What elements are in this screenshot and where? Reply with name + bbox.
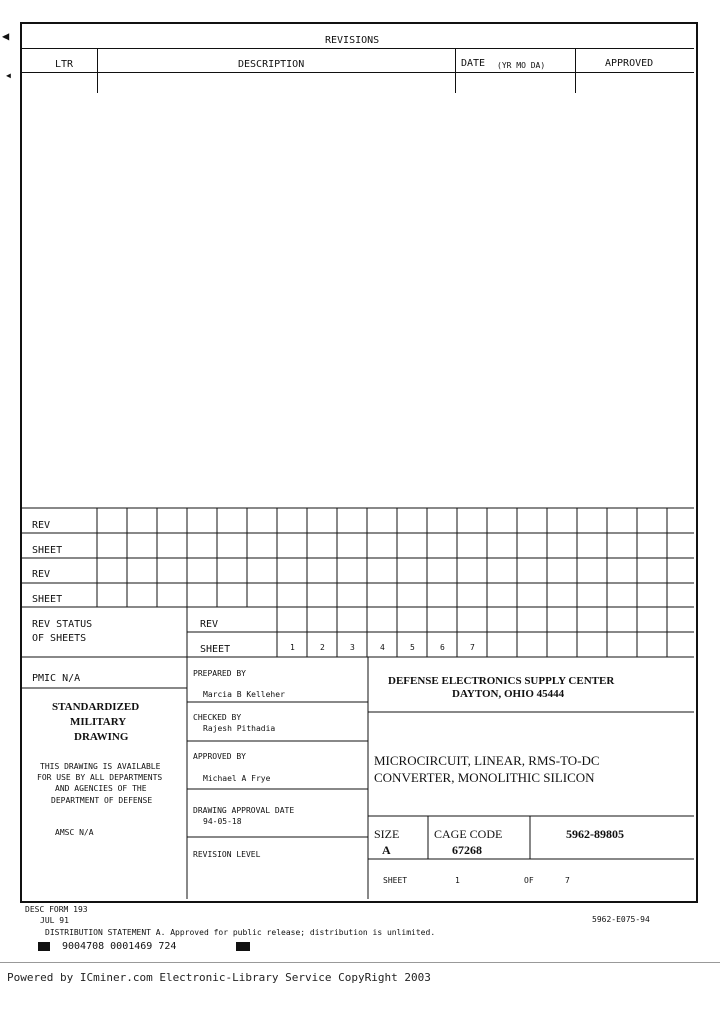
availability-line: DEPARTMENT OF DEFENSE (51, 796, 153, 805)
military-line: MILITARY (70, 716, 127, 728)
drawing-number: 5962-89805 (566, 827, 624, 841)
title-line: CONVERTER, MONOLITHIC SILICON (374, 770, 595, 785)
revisions-title: REVISIONS (325, 35, 380, 46)
distribution-statement: DISTRIBUTION STATEMENT A. Approved for public release; distribution is unlimited. (45, 928, 436, 937)
cage-label: CAGE CODE (434, 827, 503, 841)
drawing-line: DRAWING (74, 731, 129, 743)
size-label: SIZE (374, 827, 400, 841)
revision-level-label: REVISION LEVEL (193, 850, 261, 859)
sheet-number: 4 (380, 643, 385, 652)
sheet-of-value: 7 (565, 876, 570, 885)
col-date-format: (YR MO DA) (497, 61, 546, 70)
grid-row-label: REV (32, 569, 51, 580)
checked-label: CHECKED BY (193, 713, 242, 722)
powered-by: Powered by ICminer.com Electronic-Library Service CopyRight 2003 (7, 971, 431, 984)
sheet-number: 1 (290, 643, 295, 652)
agency-address: DAYTON, OHIO 45444 (452, 688, 565, 700)
rev-status-label: OF SHEETS (32, 633, 87, 644)
barcode-block-icon (236, 942, 250, 951)
prepared-name: Marcia B Kelleher (203, 690, 285, 699)
standardized-line: STANDARDIZED (52, 701, 140, 713)
rev-status-label: REV STATUS (32, 619, 93, 630)
sheet-number: 6 (440, 643, 445, 652)
barcode-text: 9004708 0001469 724 (62, 941, 177, 952)
form-number: DESC FORM 193 (25, 905, 88, 914)
document-code: 5962-E075-94 (592, 915, 650, 924)
sheet-number: 3 (350, 643, 355, 652)
pmic: PMIC N/A (32, 673, 81, 684)
col-description: DESCRIPTION (238, 59, 305, 70)
agency-name: DEFENSE ELECTRONICS SUPPLY CENTER (388, 675, 615, 687)
col-date: DATE (461, 58, 486, 69)
sheet-label: SHEET (383, 876, 408, 885)
sheet-number: 2 (320, 643, 325, 652)
grid-row-label: SHEET (32, 545, 63, 556)
availability-line: AND AGENCIES OF THE (55, 784, 147, 793)
availability-line: FOR USE BY ALL DEPARTMENTS (37, 773, 163, 782)
approved-name: Michael A Frye (203, 774, 271, 783)
rev-label: REV (200, 619, 219, 630)
grid-row-label: SHEET (32, 594, 63, 605)
checked-name: Rajesh Pithadia (203, 724, 276, 733)
barcode-block-icon (38, 942, 50, 951)
title-line: MICROCIRCUIT, LINEAR, RMS-TO-DC (374, 753, 600, 768)
availability-line: THIS DRAWING IS AVAILABLE (40, 762, 161, 771)
prepared-label: PREPARED BY (193, 669, 246, 678)
approval-date-label: DRAWING APPROVAL DATE (193, 806, 295, 815)
approved-label: APPROVED BY (193, 752, 246, 761)
size-value: A (382, 843, 391, 857)
sheet-of-label: OF (524, 876, 534, 885)
sheet-number: 5 (410, 643, 415, 652)
edge-mark-icon: ◀ (6, 71, 11, 80)
cage-value: 67268 (452, 843, 482, 857)
sheet-label: SHEET (200, 644, 231, 655)
grid-row-label: REV (32, 520, 51, 531)
col-ltr: LTR (55, 59, 74, 70)
sheet-value: 1 (455, 876, 460, 885)
col-approved: APPROVED (605, 58, 654, 69)
approval-date: 94-05-18 (203, 817, 242, 826)
amsc: AMSC N/A (55, 828, 94, 837)
sheet-number: 7 (470, 643, 475, 652)
form-date: JUL 91 (40, 916, 69, 925)
footer-rule (0, 962, 720, 963)
edge-mark-icon: ◀ (2, 29, 10, 43)
